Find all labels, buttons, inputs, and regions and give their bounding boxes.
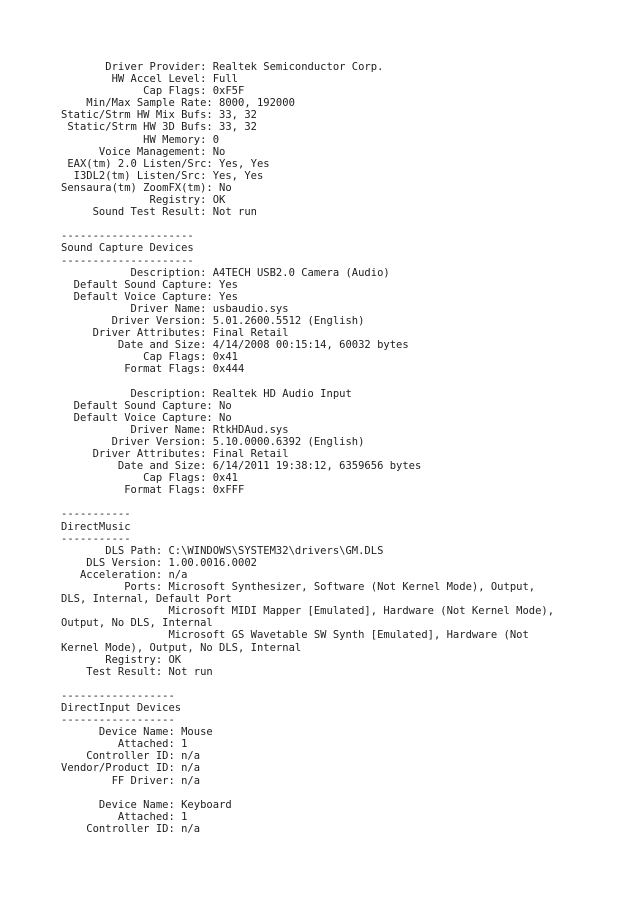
report-line: Min/Max Sample Rate: 8000, 192000 — [61, 97, 295, 110]
report-line: Driver Version: 5.10.0000.6392 (English) — [61, 435, 365, 448]
report-line: HW Memory: 0 — [61, 133, 220, 146]
report-line: Registry: OK — [61, 653, 182, 666]
report-line: Default Sound Capture: No — [61, 399, 232, 412]
report-line: DLS, Internal, Default Port — [61, 593, 232, 606]
report-line: ----------- — [61, 532, 131, 545]
report-line: Attached: 1 — [61, 738, 188, 751]
report-line: Attached: 1 — [61, 810, 188, 823]
report-line: Driver Attributes: Final Retail — [61, 448, 289, 460]
report-line: Cap Flags: 0x41 — [61, 351, 239, 364]
report-line — [61, 678, 621, 690]
report-line: Voice Management: No — [61, 145, 226, 158]
report-line: DirectMusic — [61, 520, 131, 533]
report-line: Format Flags: 0xFFF — [61, 484, 245, 497]
report-line: I3DL2(tm) Listen/Src: Yes, Yes — [61, 169, 264, 182]
report-line: Sound Capture Devices — [61, 242, 194, 255]
report-line: DirectInput Devices — [61, 701, 182, 714]
report-line: Default Sound Capture: Yes — [61, 278, 239, 291]
report-line: FF Driver: n/a — [61, 774, 201, 787]
report-line: Format Flags: 0x444 — [61, 363, 245, 376]
report-line: Controller ID: n/a — [61, 750, 201, 763]
report-line: DLS Path: C:\WINDOWS\SYSTEM32\drivers\GM.DLS — [61, 544, 384, 557]
report-line: Kernel Mode), Output, No DLS, Internal — [61, 641, 302, 654]
report-line: Date and Size: 6/14/2011 19:38:12, 6359656 bytes — [61, 460, 422, 473]
report-line: Static/Strm HW 3D Bufs: 33, 32 — [61, 121, 257, 134]
report-line: Device Name: Keyboard — [61, 798, 232, 811]
report-line: Cap Flags: 0x41 — [61, 472, 239, 485]
report-line: Test Result: Not run — [61, 665, 213, 678]
report-line: Description: A4TECH USB2.0 Camera (Audio) — [61, 266, 390, 279]
report-line: Registry: OK — [61, 194, 226, 207]
report-line: Description: Realtek HD Audio Input — [61, 387, 352, 400]
report-line: Device Name: Mouse — [61, 726, 213, 739]
report-line: Driver Version: 5.01.2600.5512 (English) — [61, 314, 365, 327]
report-line: Sound Test Result: Not run — [61, 206, 257, 219]
report-line: ----------- — [61, 508, 131, 521]
report-line: EAX(tm) 2.0 Listen/Src: Yes, Yes — [61, 157, 270, 170]
report-line: Vendor/Product ID: n/a — [61, 762, 201, 775]
report-line: Acceleration: n/a — [61, 568, 188, 581]
report-line: DLS Version: 1.00.0016.0002 — [61, 556, 257, 569]
report-line: Sensaura(tm) ZoomFX(tm): No — [61, 181, 232, 194]
report-line — [61, 375, 621, 387]
report-line — [61, 787, 621, 799]
report-line: HW Accel Level: Full — [61, 73, 239, 86]
report-line — [61, 496, 621, 508]
report-line: Driver Name: usbaudio.sys — [61, 302, 289, 315]
report-line: Driver Attributes: Final Retail — [61, 327, 289, 340]
report-line: --------------------- — [61, 254, 194, 267]
report-line: Output, No DLS, Internal — [61, 617, 213, 630]
report-line: Microsoft GS Wavetable SW Synth [Emulated], Hardware (Not — [61, 629, 529, 642]
dxdiag-report-text — [61, 61, 621, 835]
report-line: Microsoft MIDI Mapper [Emulated], Hardware (Not Kernel Mode), — [61, 605, 555, 618]
report-line: Date and Size: 4/14/2008 00:15:14, 60032 bytes — [61, 339, 409, 352]
report-line: Ports: Microsoft Synthesizer, Software (Not Kernel Mode), Output, — [61, 581, 536, 594]
report-line: Cap Flags: 0xF5F — [61, 85, 245, 98]
report-line: --------------------- — [61, 230, 194, 243]
report-line: Driver Name: RtkHDAud.sys — [61, 423, 289, 436]
report-line: ------------------ — [61, 689, 175, 702]
report-line: ------------------ — [61, 714, 175, 727]
report-line: Default Voice Capture: No — [61, 411, 232, 424]
report-line: Controller ID: n/a — [61, 822, 201, 835]
report-line: Driver Provider: Realtek Semiconductor Corp. — [61, 61, 384, 73]
report-line — [61, 218, 621, 230]
report-line: Static/Strm HW Mix Bufs: 33, 32 — [61, 109, 257, 122]
report-line: Default Voice Capture: Yes — [61, 290, 239, 303]
